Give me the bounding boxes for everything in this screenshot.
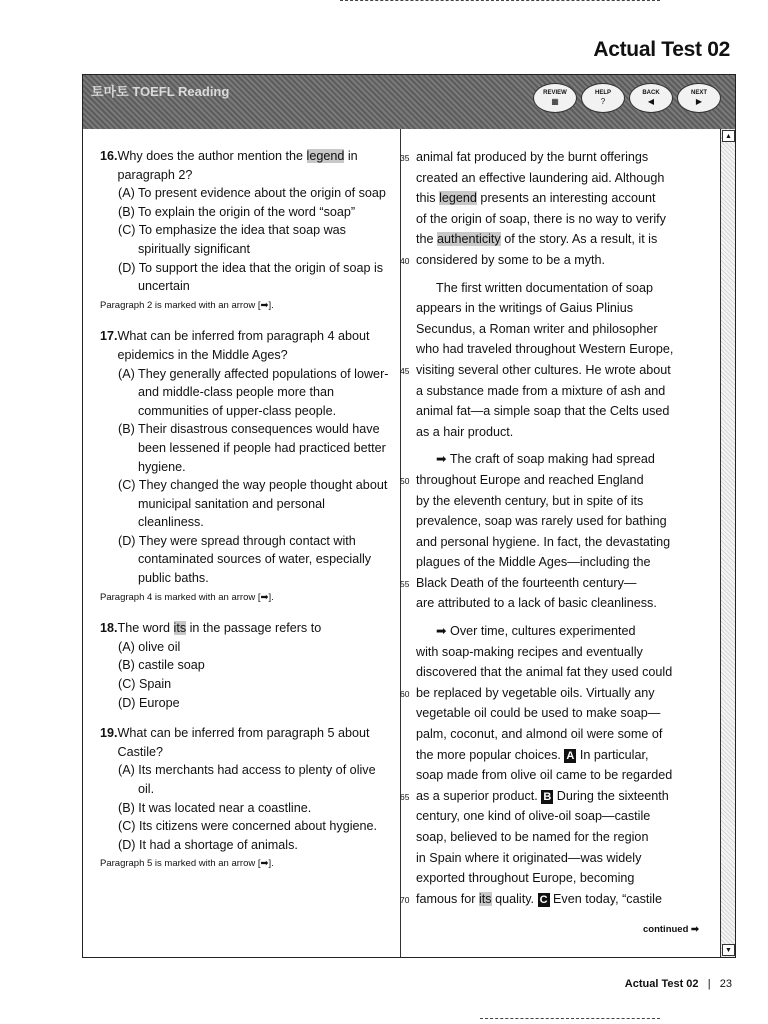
line-text: by the eleventh century, but in spite of its bbox=[416, 493, 644, 508]
answer-option[interactable] bbox=[100, 656, 390, 675]
passage-line bbox=[400, 532, 700, 553]
passage-line bbox=[400, 703, 700, 724]
line-text: of the origin of soap, there is no way to verify bbox=[416, 211, 666, 226]
option-text: (C) To emphasize the idea that soap was spiritually significant bbox=[118, 223, 346, 256]
answer-option[interactable] bbox=[100, 203, 390, 222]
line-text: ➡ Over time, cultures experimented bbox=[436, 624, 636, 639]
nav-buttons bbox=[533, 83, 721, 113]
line-number: 60 bbox=[400, 688, 410, 699]
answer-option[interactable] bbox=[100, 799, 390, 818]
line-number: 40 bbox=[400, 255, 410, 266]
help-button[interactable] bbox=[581, 83, 625, 113]
line-text: the more popular choices. bbox=[416, 747, 565, 762]
passage-line bbox=[400, 573, 700, 594]
answer-option[interactable] bbox=[100, 365, 390, 421]
question-number: 17. bbox=[100, 329, 118, 344]
line-text: animal fat produced by the burnt offerings bbox=[416, 150, 649, 164]
line-text: During the sixteenth bbox=[553, 788, 669, 803]
continued-label: continued ➡ bbox=[643, 924, 699, 935]
passage-line bbox=[400, 381, 700, 402]
insert-square-c[interactable]: C bbox=[539, 893, 548, 906]
paragraph-note: Paragraph 5 is marked with an arrow [➡]. bbox=[100, 858, 274, 870]
question-stem bbox=[100, 327, 390, 364]
answer-option[interactable] bbox=[100, 532, 390, 588]
question-stem bbox=[100, 724, 390, 761]
passage-line bbox=[400, 642, 700, 663]
line-text: Black Death of the fourteenth century— bbox=[416, 575, 637, 590]
line-number: 55 bbox=[400, 578, 410, 589]
passage-line bbox=[400, 868, 700, 889]
answer-option[interactable] bbox=[100, 476, 390, 532]
passage-line bbox=[400, 298, 700, 319]
arrow-left-icon: ◀ bbox=[647, 97, 655, 106]
line-text: as a hair product. bbox=[416, 424, 514, 439]
line-text: The first written documentation of soap bbox=[436, 280, 654, 295]
paragraph bbox=[400, 621, 700, 909]
passage-line bbox=[400, 889, 700, 910]
option-text: (B) To explain the origin of the word “soap” bbox=[118, 204, 356, 219]
footer-label: Actual Test 02 bbox=[624, 978, 699, 990]
paragraph bbox=[400, 278, 700, 443]
option-text: (C) They changed the way people thought about municipal sanitation and personal cleanliness. bbox=[118, 478, 388, 530]
line-text: be replaced by vegetable oils. Virtually any bbox=[416, 685, 655, 700]
back-label: BACK bbox=[642, 90, 660, 96]
top-rule bbox=[340, 0, 660, 2]
answer-option[interactable] bbox=[100, 420, 390, 476]
paragraph bbox=[400, 449, 700, 614]
review-label: REVIEW bbox=[543, 90, 567, 96]
line-text: Even today, “castile bbox=[549, 891, 662, 906]
option-text: (A) They generally affected populations of lower- and middle-class people more than communities of upper-class people. bbox=[118, 366, 389, 418]
line-text: animal fat—a simple soap that the Celts used bbox=[416, 404, 670, 419]
stem-text: The word bbox=[117, 621, 174, 636]
window-header bbox=[83, 75, 735, 129]
line-text: are attributed to a lack of basic cleanliness. bbox=[416, 596, 657, 611]
line-text: considered by some to be a myth. bbox=[416, 252, 606, 267]
line-text: ➡ The craft of soap making had spread bbox=[436, 452, 655, 467]
stem-text: What can be inferred from paragraph 4 about epidemics in the Middle Ages? bbox=[117, 329, 370, 362]
highlighted-word: legend bbox=[439, 191, 477, 206]
back-button[interactable] bbox=[629, 83, 673, 113]
passage-line bbox=[400, 662, 700, 683]
passage-line bbox=[400, 209, 700, 230]
passage-line bbox=[400, 422, 700, 443]
highlighted-word: legend bbox=[306, 149, 345, 163]
option-text: (C) Spain bbox=[118, 677, 172, 692]
passage-line bbox=[400, 848, 700, 869]
option-text: (D) They were spread through contact with contaminated sources of water, especially public baths. bbox=[118, 533, 372, 586]
question-block bbox=[100, 619, 390, 712]
stem-text: in the passage refers to bbox=[186, 621, 322, 636]
passage-line bbox=[400, 229, 700, 250]
passage-line bbox=[400, 339, 700, 360]
line-text: a substance made from a mixture of ash and bbox=[416, 383, 666, 398]
highlighted-word: authenticity bbox=[437, 232, 501, 247]
insert-square-a[interactable]: A bbox=[566, 749, 575, 762]
passage-line bbox=[400, 491, 700, 512]
line-text: of the story. As a result, it is bbox=[500, 232, 658, 247]
next-label: NEXT bbox=[690, 90, 707, 96]
option-text: (A) To present evidence about the origin of soap bbox=[118, 186, 386, 201]
option-text: (D) It had a shortage of animals. bbox=[118, 837, 298, 852]
option-text: (A) olive oil bbox=[118, 639, 181, 654]
answer-option[interactable] bbox=[100, 694, 390, 713]
line-text: with soap-making recipes and eventually bbox=[416, 644, 643, 659]
passage-line bbox=[400, 683, 700, 704]
question-number: 16. bbox=[100, 149, 118, 163]
line-text: who had traveled throughout Western Europe, bbox=[416, 342, 674, 357]
line-text: famous for bbox=[416, 891, 479, 906]
line-text: soap, believed to be named for the region bbox=[416, 830, 649, 844]
answer-option[interactable] bbox=[100, 259, 390, 296]
passage-line bbox=[400, 470, 700, 491]
line-text: century, one kind of olive-oil soap—castile bbox=[416, 809, 651, 824]
line-text: discovered that the animal fat they used could bbox=[416, 665, 673, 680]
help-label: HELP bbox=[594, 90, 611, 96]
line-text: throughout Europe and reached England bbox=[416, 472, 644, 487]
line-text: and personal hygiene. In fact, the devastating bbox=[416, 534, 671, 549]
line-text: Secundus, a Roman writer and philosopher bbox=[416, 321, 658, 336]
answer-option[interactable] bbox=[100, 184, 390, 203]
passage-line bbox=[400, 319, 700, 340]
passage-line bbox=[400, 806, 700, 827]
question-stem bbox=[100, 147, 390, 184]
line-text: visiting several other cultures. He wrote about bbox=[416, 362, 671, 377]
page-number: 23 bbox=[719, 978, 732, 990]
line-text: quality. bbox=[491, 891, 538, 906]
paragraph-note: Paragraph 2 is marked with an arrow [➡]. bbox=[100, 299, 274, 311]
line-number: 45 bbox=[400, 365, 410, 376]
passage-line bbox=[400, 786, 700, 807]
line-text: vegetable oil could be used to make soap— bbox=[416, 706, 661, 721]
scroll-up-icon[interactable]: ▲ bbox=[722, 130, 735, 142]
line-text: prevalence, soap was rarely used for bathing bbox=[416, 514, 667, 529]
questions-panel bbox=[100, 147, 390, 886]
line-text: palm, coconut, and almond oil were some of bbox=[416, 727, 663, 742]
bottom-rule bbox=[480, 1018, 660, 1019]
line-text: in Spain where it originated—was widely bbox=[416, 850, 642, 865]
option-text: (B) Their disastrous consequences would have been lessened if people had practiced better hygiene. bbox=[118, 422, 386, 474]
next-button[interactable] bbox=[677, 83, 721, 113]
line-text: this bbox=[416, 191, 440, 206]
answer-option[interactable] bbox=[100, 836, 390, 855]
passage-line bbox=[400, 449, 700, 470]
line-text: soap made from olive oil came to be regarded bbox=[416, 768, 673, 783]
stem-text: Why does the author mention the bbox=[117, 149, 307, 163]
passage-line bbox=[400, 511, 700, 532]
scroll-down-icon[interactable]: ▼ bbox=[722, 944, 735, 956]
answer-option[interactable] bbox=[100, 638, 390, 657]
paragraph-note: Paragraph 4 is marked with an arrow [➡]. bbox=[100, 591, 274, 603]
line-text: In particular, bbox=[576, 747, 649, 762]
option-text: (C) Its citizens were concerned about hygiene. bbox=[118, 819, 378, 834]
line-text: created an effective laundering aid. Although bbox=[416, 170, 665, 185]
passage-scrollbar[interactable] bbox=[720, 129, 735, 957]
question-icon: ? bbox=[600, 97, 606, 106]
passage-line bbox=[400, 827, 700, 848]
page-title: Actual Test 02 bbox=[593, 38, 730, 61]
passage-line bbox=[400, 745, 700, 766]
grid-icon: ▦ bbox=[551, 97, 559, 106]
passage-line bbox=[400, 147, 700, 168]
review-button[interactable] bbox=[533, 83, 577, 113]
option-text: (D) To support the idea that the origin of soap is uncertain bbox=[118, 260, 384, 294]
option-text: (B) It was located near a coastline. bbox=[118, 800, 312, 815]
passage-panel bbox=[400, 147, 700, 909]
line-text: appears in the writings of Gaius Plinius bbox=[416, 301, 634, 316]
line-number: 35 bbox=[400, 153, 410, 163]
line-text: presents an interesting account bbox=[476, 191, 656, 206]
passage-line bbox=[400, 724, 700, 745]
passage-line bbox=[400, 360, 700, 381]
answer-option[interactable] bbox=[100, 761, 390, 798]
option-text: (D) Europe bbox=[118, 695, 180, 710]
question-number: 18. bbox=[100, 621, 118, 636]
line-text: as a superior product. bbox=[416, 788, 542, 803]
highlighted-word: its bbox=[479, 891, 492, 906]
option-text: (A) Its merchants had access to plenty of olive oil. bbox=[118, 763, 376, 796]
passage-line bbox=[400, 765, 700, 786]
passage-line bbox=[400, 593, 700, 614]
question-block bbox=[100, 147, 390, 315]
passage-line bbox=[400, 168, 700, 189]
question-block bbox=[100, 724, 390, 874]
answer-option[interactable] bbox=[100, 221, 390, 258]
line-text: exported throughout Europe, becoming bbox=[416, 871, 635, 886]
footer-separator: | bbox=[707, 978, 711, 990]
question-block bbox=[100, 327, 390, 607]
page-footer bbox=[625, 978, 732, 990]
answer-option[interactable] bbox=[100, 817, 390, 836]
question-stem bbox=[100, 619, 390, 638]
arrow-right-icon: ▶ bbox=[695, 97, 703, 106]
option-text: (B) castile soap bbox=[118, 658, 205, 673]
line-number: 50 bbox=[400, 475, 410, 486]
passage-line bbox=[400, 188, 700, 209]
line-number: 70 bbox=[400, 894, 410, 905]
passage-line bbox=[400, 401, 700, 422]
passage-line bbox=[400, 278, 700, 299]
passage-line bbox=[400, 552, 700, 573]
stem-text: What can be inferred from paragraph 5 about Castile? bbox=[117, 726, 370, 759]
line-number: 65 bbox=[400, 791, 410, 802]
line-text: plagues of the Middle Ages—including the bbox=[416, 555, 651, 570]
stem-text: in paragraph 2? bbox=[117, 149, 358, 182]
highlighted-word: its bbox=[173, 621, 187, 636]
passage-line bbox=[400, 621, 700, 642]
insert-square-b[interactable]: B bbox=[543, 790, 552, 803]
brand-logo: 토마토 TOEFL Reading bbox=[91, 84, 230, 99]
line-text: the bbox=[416, 232, 438, 247]
answer-option[interactable] bbox=[100, 675, 390, 694]
question-number: 19. bbox=[100, 726, 118, 741]
passage-line bbox=[400, 250, 700, 271]
